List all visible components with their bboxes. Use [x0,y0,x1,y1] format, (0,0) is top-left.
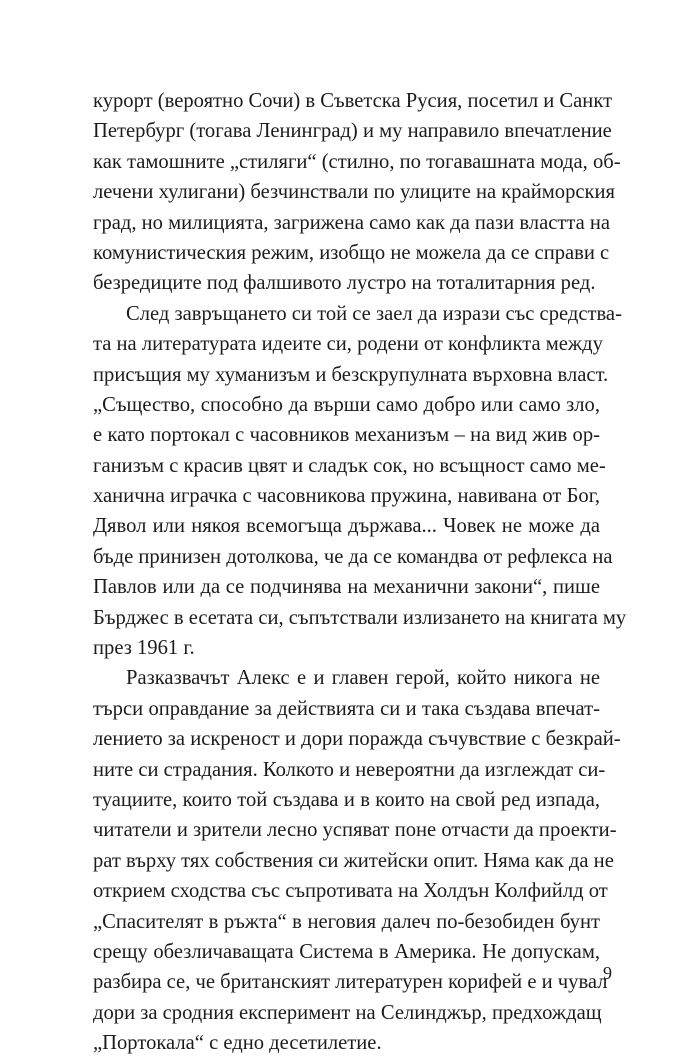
text-line: ханична играчка с часовникова пружина, навивана от Бог, [93,485,600,508]
text-line: ганизъм с красив цвят и сладък сок, но всъщност само ме- [93,454,606,477]
text-line: срещу обезличаващата Система в Америка. Не допускам, [93,940,600,963]
body-text [93,86,627,1059]
text-line: присъщия му хуманизъм и безскрупулната върховна власт. [93,363,609,386]
text-line: Бърджес в есетата си, съпътствали излизането на книгата му [93,606,627,629]
text-line: е като портокал с часовников механизъм – на вид жив ор- [93,424,600,447]
text-line: през 1961 г. [93,637,195,660]
text-line: открием сходства със съпротивата на Холдън Колфийлд от [93,880,608,903]
text-line: „Същество, способно да върши само добро или само зло, [93,393,600,416]
text-line: Разказвачът Алекс е и главен герой, който никога не [126,667,600,690]
paragraph [93,299,627,664]
text-line: разбира се, че британският литературен корифей е и чувал [93,971,608,994]
text-line: ните си страдания. Колкото и невероятни да изглеждат си- [93,758,606,781]
text-line: лението за искреност и дори поражда съчувствие с безкрай- [93,728,621,751]
text-line: туациите, които той създава и в които на свой ред изпада, [93,788,600,811]
text-line: търси оправдание за действията си и така създава впечат- [93,697,600,720]
text-line: Дявол или някоя всемогъща държава... Човек не може да [93,515,600,538]
text-line: рат върху тях собствения си житейски опит. Няма как да не [93,849,614,872]
text-line: бъде принизен дотолкова, че да се командва от рефлекса на [93,545,613,568]
paragraph [93,86,621,299]
text-line: Петербург (тогава Ленинград) и му направило впечатление [93,120,612,143]
text-line: След завръщането си той се заел да изрази със средства- [126,302,622,325]
text-line: комунистическия режим, изобщо не можела да се справи с [93,241,610,264]
text-line: безредиците под фалшивото лустро на тоталитарния ред. [93,272,596,295]
text-line: та на литературата идеите си, родени от конфликта между [93,333,603,356]
text-line: Павлов или да се подчинява на механични закони“, пише [93,576,600,599]
text-line: как тамошните „стиляги“ (стилно, по тогавашната мода, об- [93,150,621,173]
text-line: „Спасителят в ръжта“ в неговия далеч по-безобиден бунт [93,910,600,933]
text-line: лечени хулигани) безчинствали по улиците на крайморския [93,181,616,204]
text-line: курорт (вероятно Сочи) в Съветска Русия, посетил и Санкт [93,90,613,112]
text-line: читатели и зрители лесно успяват поне отчасти да проекти- [93,819,617,842]
page-number: 9 [603,963,612,983]
text-line: „Портокала“ с едно десетилетие. [93,1032,382,1055]
text-line: дори за сродния експеримент на Селинджър, предхождащ [93,1001,602,1024]
text-line: град, но милицията, загрижена само как да пази властта на [93,211,611,234]
paragraph [93,663,621,1058]
